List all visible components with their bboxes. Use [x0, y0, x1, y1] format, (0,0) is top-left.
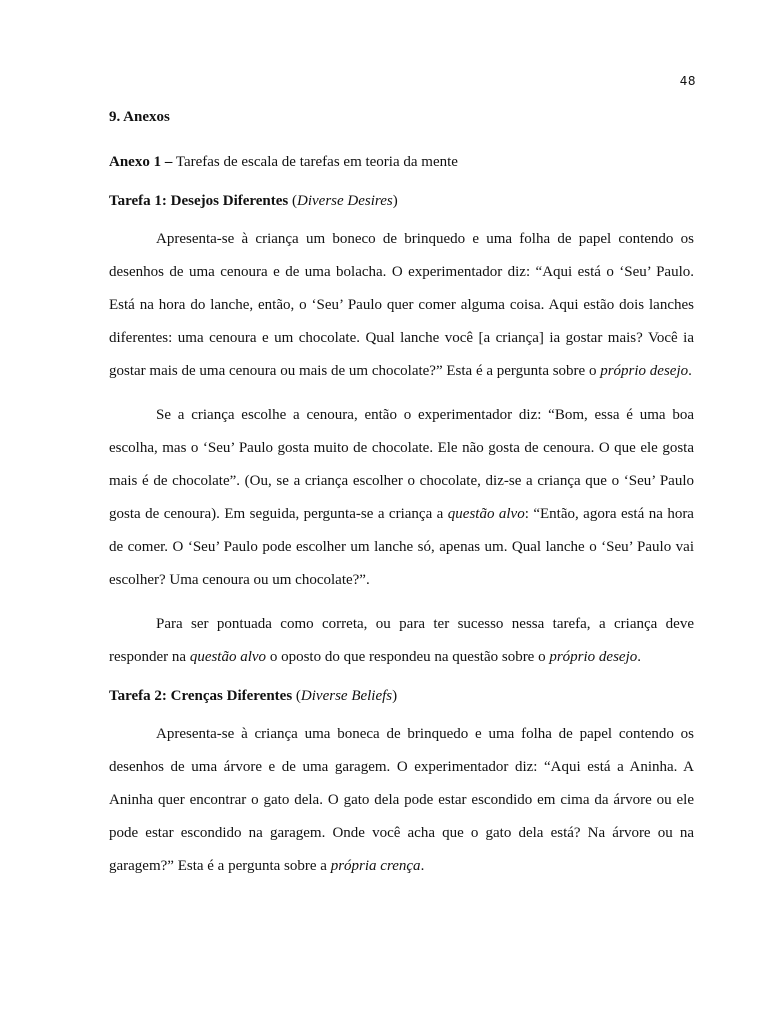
task2-paragraph-1 — [109, 718, 694, 883]
task2-p1-emphasis: própria crença — [330, 858, 421, 874]
page-number: 48 — [679, 74, 696, 88]
annex-heading — [109, 151, 694, 173]
task1-heading — [109, 190, 694, 212]
task2-p1-text: Apresenta-se à criança uma boneca de brinquedo e uma folha de papel contendo os desenhos de uma árvore e de uma garagem. O experimentador diz: “Aqui está a Aninha. A Aninha quer encontrar o gato dela. O gato dela pode estar escondido em cima da árvore ou ele pode estar escondido na garagem. Onde você acha que o gato dela está? Na árvore ou na garagem?” Esta é a pergunta sobre a — [109, 726, 694, 874]
task1-p3-middle: o oposto do que respondeu na questão sobre o — [266, 649, 550, 665]
annex-title: Tarefas de escala de tarefas em teoria da mente — [172, 154, 458, 170]
task1-p2-emphasis: questão alvo — [447, 506, 525, 522]
task1-paragraph-1 — [109, 223, 694, 388]
task1-paren-close: ) — [392, 193, 398, 209]
task1-p3-emphasis-2: próprio desejo — [549, 649, 638, 665]
task2-paren-open: ( — [292, 688, 301, 704]
task1-p1-end: . — [688, 363, 692, 379]
task1-paragraph-2 — [109, 399, 694, 597]
annex-label: Anexo 1 – — [109, 154, 173, 170]
task1-p1-text: Apresenta-se à criança um boneco de brinquedo e uma folha de papel contendo os desenhos de uma cenoura e de uma bolacha. O experimentador diz: “Aqui está o ‘Seu’ Paulo. Está na hora do lanche, então, o ‘Seu’ Paulo quer comer alguma coisa. Aqui estão dois lanches diferentes: uma cenoura e um chocolate. Qual lanche você [a criança] ia gostar mais? Você ia gostar mais de uma cenoura ou mais de um chocolate?” Esta é a pergunta sobre o — [109, 231, 694, 379]
task2-paren-close: ) — [392, 688, 398, 704]
task1-p1-emphasis: próprio desejo — [600, 363, 689, 379]
task2-subtitle: Diverse Beliefs — [300, 688, 393, 704]
task1-subtitle: Diverse Desires — [297, 193, 393, 209]
task1-title: Tarefa 1: Desejos Diferentes — [109, 193, 289, 209]
task1-paren-open: ( — [288, 193, 298, 209]
task1-paragraph-3 — [109, 608, 694, 674]
task2-heading — [109, 685, 694, 707]
document-body — [109, 106, 694, 894]
task2-title: Tarefa 2: Crenças Diferentes — [109, 688, 293, 704]
section-heading: 9. Anexos — [109, 109, 170, 125]
task1-p3-emphasis-1: questão alvo — [189, 649, 267, 665]
task1-p3-end: . — [637, 649, 642, 665]
task1-p2-text: Se a criança escolhe a cenoura, então o experimentador diz: “Bom, essa é uma boa escolha, mas o ‘Seu’ Paulo gosta muito de chocolate. Ele não gosta de cenoura. O que ele gosta mais é de chocolate”. (Ou, se a criança escolher o chocolate, diz-se a criança que o ‘Seu’ Paulo gosta de cenoura). Em seguida, pergunta-se a criança a — [109, 407, 694, 522]
task2-p1-end: . — [420, 858, 425, 874]
task1-p2-end: : “Então, agora está na hora de comer. O ‘Seu’ Paulo pode escolher um lanche só, apenas um. Qual lanche o ‘Seu’ Paulo vai escolher? Uma cenoura ou um chocolate?”. — [109, 506, 694, 588]
task1-p3-text: Para ser pontuada como correta, ou para ter sucesso nessa tarefa, a criança deve responder na — [109, 616, 694, 665]
